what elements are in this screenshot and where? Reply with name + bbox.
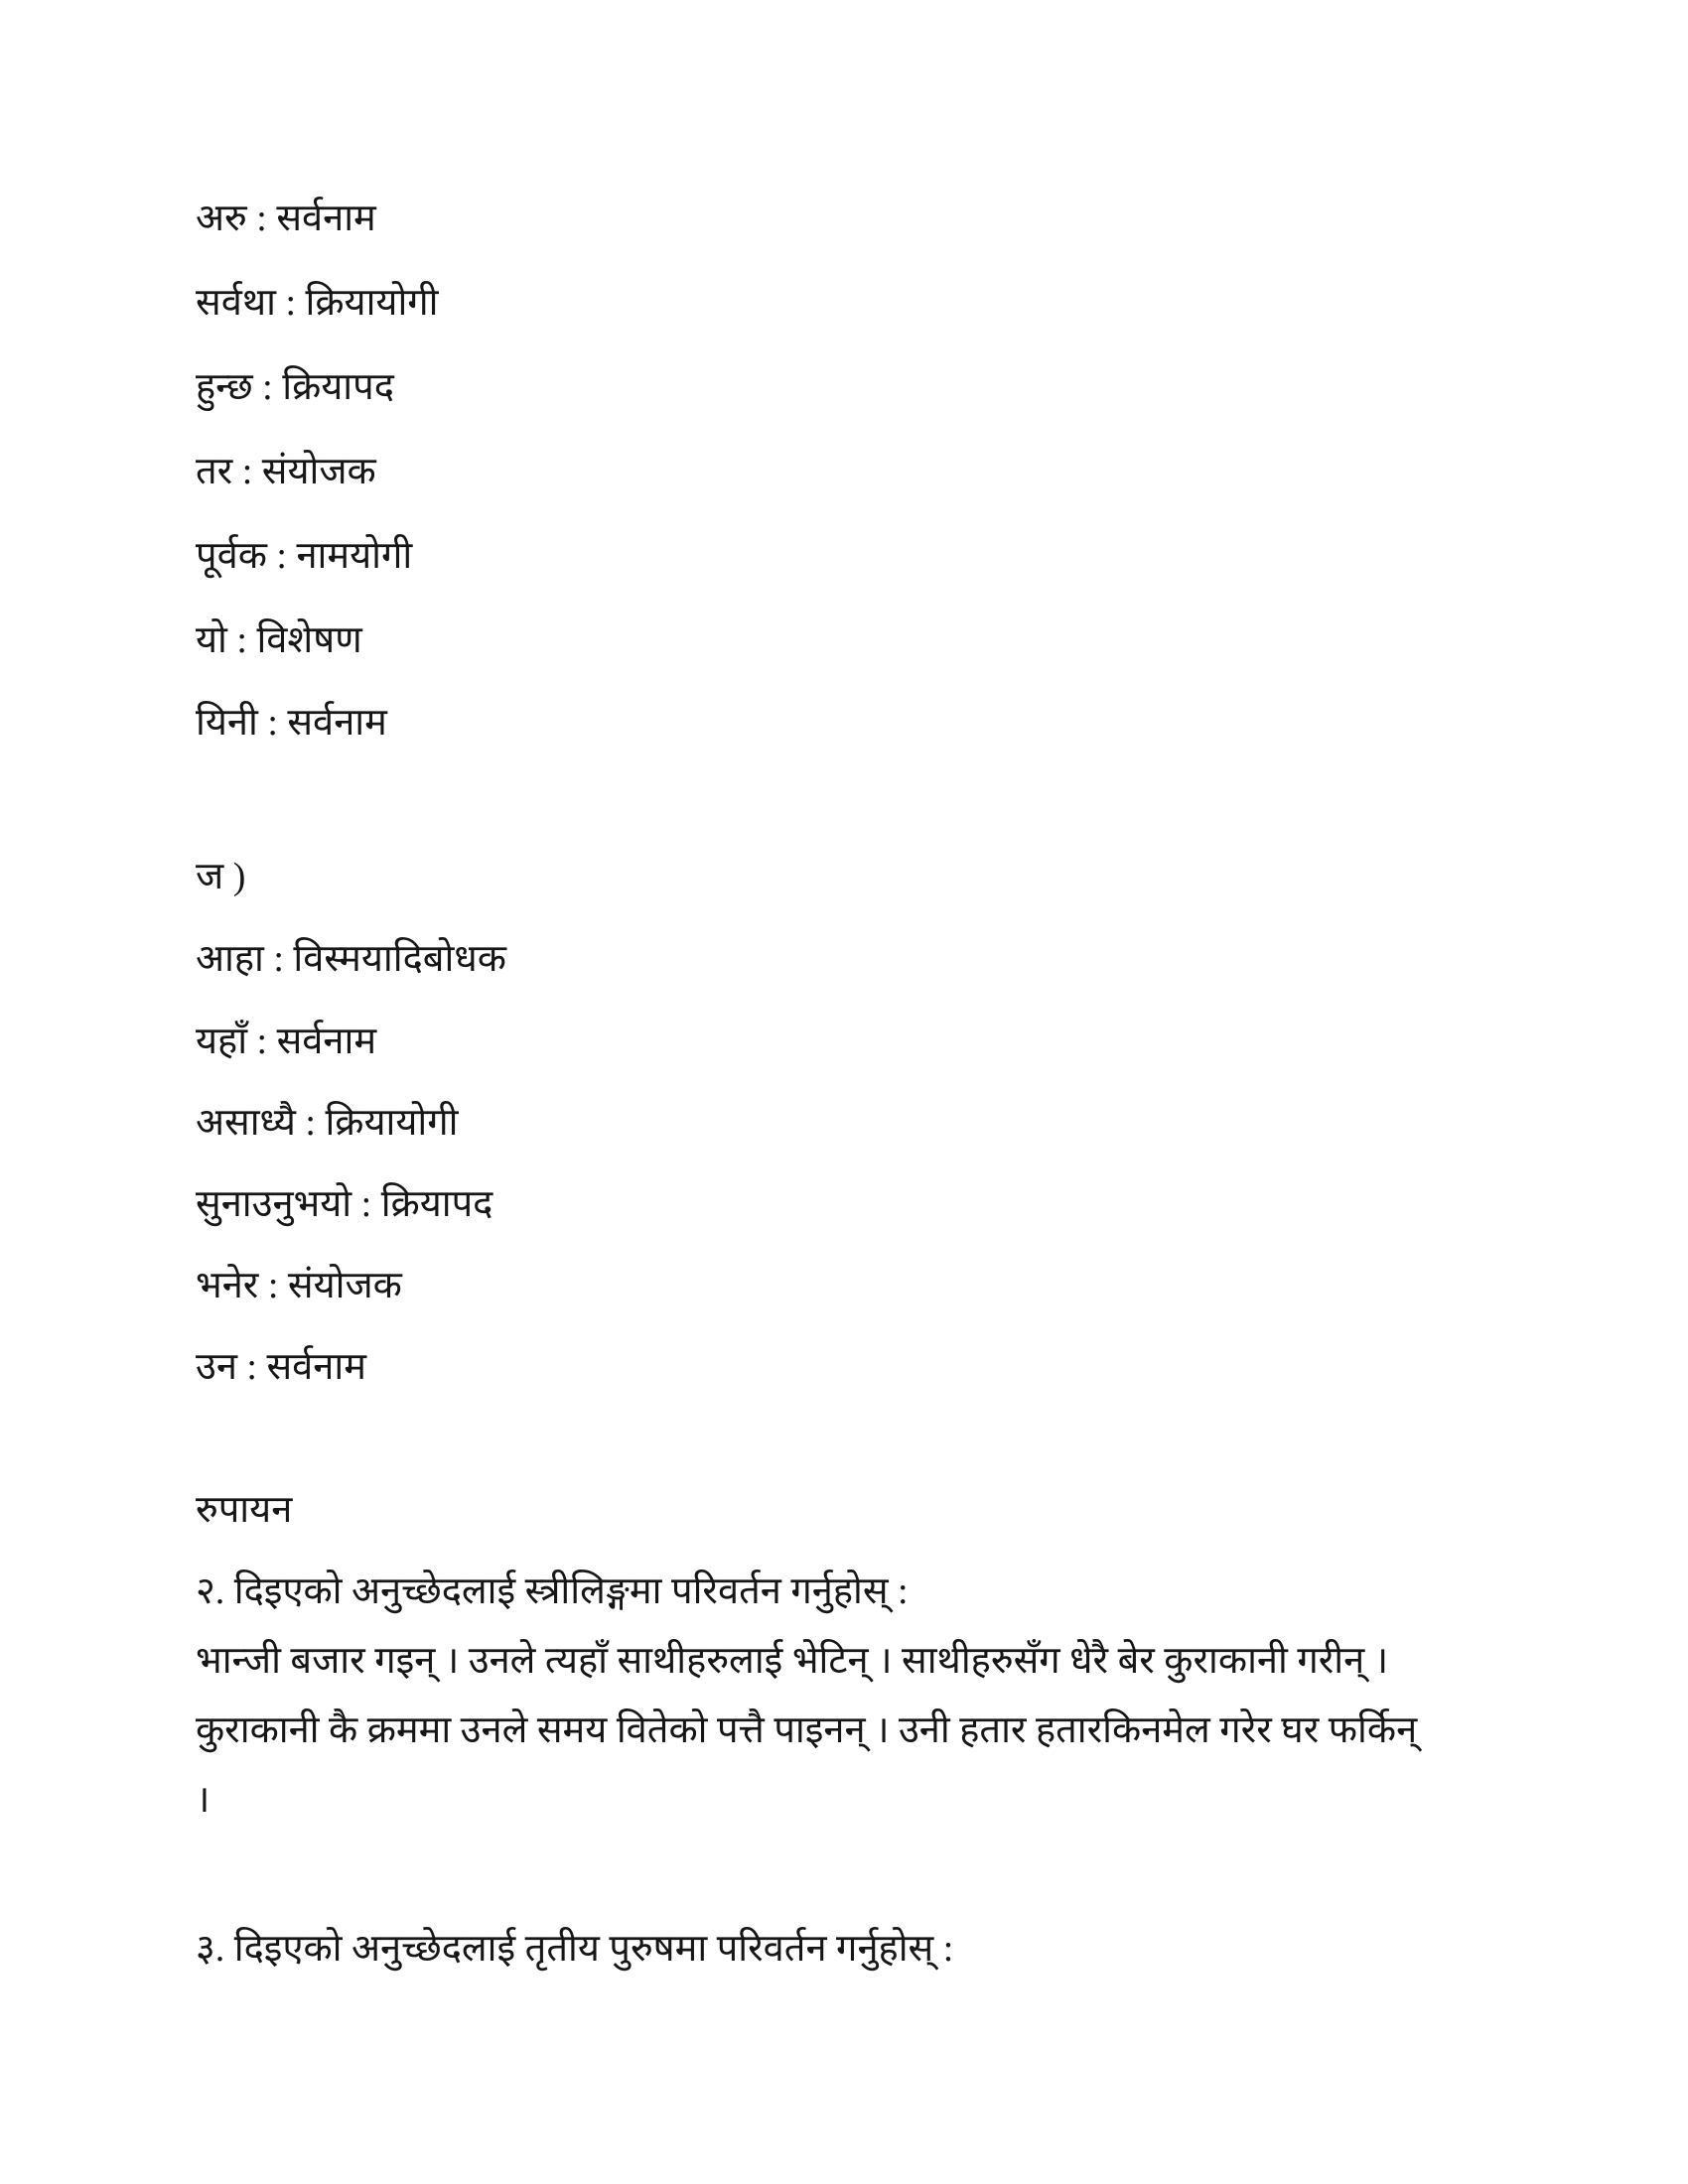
rupayan-heading: रुपायन (196, 1489, 293, 1531)
word-entry: यो : विशेषण (196, 619, 362, 661)
question-2-prompt: २. दिइएको अनुच्छेदलाई स्त्रीलिङ्गमा परिवर्तन गर्नुहोस् : (196, 1570, 909, 1612)
word-entry: पूर्वक : नामयोगी (196, 535, 413, 577)
word-entry: आहा : विस्मयादिबोधक (196, 938, 506, 980)
word-entry: असाध्यै : क्रियायोगी (196, 1102, 459, 1144)
word-entry: यहाँ : सर्वनाम (196, 1021, 377, 1062)
word-entry: उन : सर्वनाम (196, 1346, 366, 1388)
question-3-prompt: ३. दिइएको अनुच्छेदलाई तृतीय पुरुषमा परिवर्तन गर्नुहोस् : (196, 1928, 954, 1970)
word-entry: तर : संयोजक (196, 451, 376, 492)
word-entry: अरु : सर्वनाम (196, 198, 376, 239)
word-entry: भनेर : संयोजक (196, 1265, 402, 1306)
word-entry: यिनी : सर्वनाम (196, 702, 387, 744)
paragraph-line: । (196, 1779, 211, 1821)
section-marker: ज ) (196, 856, 246, 897)
paragraph-line: भान्जी बजार गइन् । उनले त्यहाँ साथीहरुलाई भेटिन् । साथीहरुसँग धेरै बेर कुराकानी गरीन् । (196, 1640, 1389, 1682)
word-entry: हुन्छ : क्रियापद (196, 366, 394, 408)
word-entry: सुनाउनुभयो : क्रियापद (196, 1183, 493, 1225)
paragraph-line: कुराकानी कै क्रममा उनले समय वितेको पत्तै पाइनन् । उनी हतार हतारकिनमेल गरेर घर फर्किन् (196, 1709, 1418, 1751)
word-entry: सर्वथा : क्रियायोगी (196, 282, 439, 324)
